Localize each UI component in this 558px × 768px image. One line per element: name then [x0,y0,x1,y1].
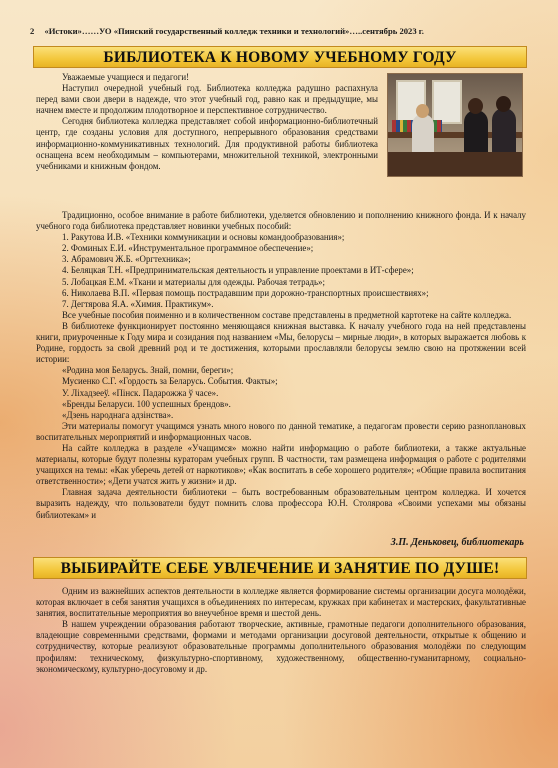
exhibit-item: Мусиенко С.Г. «Гордость за Беларусь. События. Факты»; [62,376,278,387]
article1-paragraph: Традиционно, особое внимание в работе библиотеки, уделяется обновлению и пополнению книжного фонда. И к началу учебного года библиотека представляет новинки учебных пособий: [36,210,526,232]
article1-paragraph: Все учебные пособия поименно и в количественном составе представлены в предметной картотеке на сайте колледжа. [62,309,512,320]
article1-paragraph: На сайте колледжа в разделе «Учащимся» можно найти информацию о работе библиотеки, а также актуальные материалы, которые будут полезны кураторам учебных групп. В частности, там размещена информация о работе с родителями учащихся на темы: «Как уберечь детей от наркотиков»; «Как воспитать в себе хорошего родителя»; «Общие правила воспитания ответственности»; «Дети учатся жить у жизни» и др. [36,442,526,487]
exhibit-item: «Родина моя Беларусь. Знай, помни, береги»; [62,365,234,376]
book-item: 4. Беляцкая Т.Н. «Предпринимательская деятельность и управление проектами в ИТ-сфере»; [62,265,414,276]
book-item: 1. Ракутова И.В. «Техники коммуникации и основы командообразования»; [62,232,345,243]
exhibit-item: «Бренды Беларуси. 100 успешных брендов». [62,398,231,409]
article1-title: БИБЛИОТЕКА К НОВОМУ УЧЕБНОМУ ГОДУ [33,46,527,68]
article1-paragraph: Наступил очередной учебный год. Библиотека колледжа радушно распахнула перед вами свои двери в надежде, что этот учебный год, равно как и предыдущие, мы начнем вместе и продолжим плодотворное и перспективное сотрудничество. [36,83,378,116]
article1-paragraph: Сегодня библиотека колледжа представляет собой информационно-библиотечный центр, где созданы условия для доступного, непрерывного образования средствами информационно-коммуникативных технологий. Для продуктивной работы библиотека оснащена всем необходимым – компьютерами, множительной техникой, электронными учебниками и книжным фондом. [36,116,378,171]
page-header [30,26,530,39]
greeting: Уважаемые учащиеся и педагоги! [62,72,190,82]
article2-paragraph: В нашем учреждении образования работают творческие, активные, грамотные педагоги дополнительного образования, владеющие современными средствами, формами и методами организации досуговой деятельности, открытые к общению и сотрудничеству, которые реализуют образовательные программы дополнительного образования молодёжи по следующим профилям: техническому, физкультурно-спортивному, художественному, общественно-гуманитарному, социально-экономическому, культурно-досуговому и др. [36,619,526,674]
article1-paragraph: Эти материалы помогут учащимся узнать много нового по данной тематике, а педагогам провести серию разноплановых воспитательных мероприятий и информационных часов. [36,420,526,442]
book-item: 7. Дегтярова Я.А. «Химия. Практикум». [62,298,214,309]
exhibit-item: «Дзень народнага адзінства». [62,409,174,420]
book-item: 2. Фоминых Е.И. «Инструментальное программное обеспечение»; [62,243,314,254]
exhibit-item: У. Ліхадзееў. «Пінск. Падарожжа ў часе». [62,387,219,398]
page-number: 2 [30,26,35,36]
book-item: 6. Николаева В.П. «Первая помощь пострадавшим при дорожно-транспортных происшествиях»; [62,287,429,298]
book-item: 5. Лобацкая Е.М. «Ткани и материалы для одежды. Рабочая тетрадь»; [62,276,325,287]
article1-intro [36,72,378,172]
article2-title: ВЫБИРАЙТЕ СЕБЕ УВЛЕЧЕНИЕ И ЗАНЯТИЕ ПО ДУШЕ! [33,557,527,579]
article1-paragraph: В библиотеке функционирует постоянно меняющаяся книжная выставка. К началу учебного года на ней представлены книги, приуроченные к Году мира и созидания под названием «Мы, белорусы – мирные люди», в которых выражается любовь к Родине, гордость за свой древний род и те достижения, которыми прославляли белорусы землю свою на протяжении всей истории: [36,320,526,365]
article2-paragraph: Одним из важнейших аспектов деятельности в колледже является формирование системы организации досуга молодёжи, которая включает в себя занятия учащихся в объединениях по интересам, кружках при кабинетах и мастерских, факультативные занятия, воспитательные мероприятия во внеучебное время и шестой день. [36,586,526,619]
article1-paragraph: Главная задача деятельности библиотеки – быть востребованным образовательным центром колледжа. И хочется выразить надежду, что пользователи будут помнить слова профессора Ю.Н. Столярова «Своими успехами мы обязаны библиотекам» и [36,487,526,520]
article2-body [36,586,526,675]
header-line: «Истоки»……УО «Пинский государственный колледж техники и технологий»…..сентябрь 2023 г. [44,26,424,36]
library-photo [387,73,523,177]
article1-body [36,210,526,521]
book-item: 3. Абрамович Ж.Б. «Оргтехника»; [62,254,191,265]
signature: З.П. Деньковец, библиотекарь [390,537,524,548]
